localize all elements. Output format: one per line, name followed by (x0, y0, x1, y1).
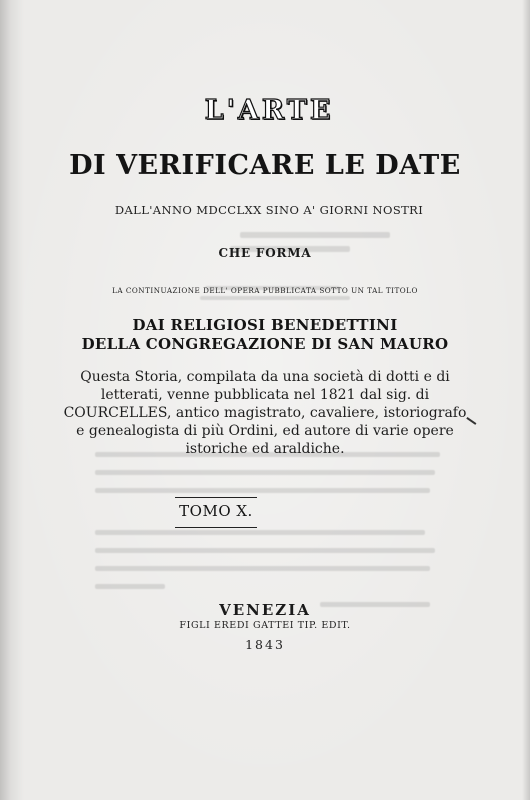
description-paragraph: Questa Storia, compilata da una società di dotti e di letterati, venne pubblicata nel 1821 dal sig. di COURCELLES, antico magistrato, cavaliere, istoriografo e genealogista di più Ordini, ed autore di varie opere istoriche ed araldiche. (63, 369, 467, 457)
ornamental-title: L'ARTE (204, 95, 334, 126)
che-forma-line: CHE FORMA (218, 246, 312, 260)
religiosi-line-1: DAI RELIGIOSI BENEDETTINI (132, 316, 398, 334)
continuation-line: LA CONTINUAZIONE DELL' OPERA PUBBLICATA SOTTO UN TAL TITOLO (112, 286, 418, 295)
subtitle-years: DALL'ANNO MDCCLXX SINO A' GIORNI NOSTRI (114, 203, 424, 217)
imprint-place: VENEZIA (219, 601, 311, 619)
volume-label: TOMO X. (179, 502, 253, 520)
main-title: DI VERIFICARE LE DATE (69, 150, 461, 181)
religiosi-line-2: DELLA CONGREGAZIONE DI SAN MAURO (81, 335, 449, 353)
imprint-year: 1843 (245, 637, 285, 652)
imprint-publisher: FIGLI EREDI GATTEI TIP. EDIT. (179, 620, 351, 631)
